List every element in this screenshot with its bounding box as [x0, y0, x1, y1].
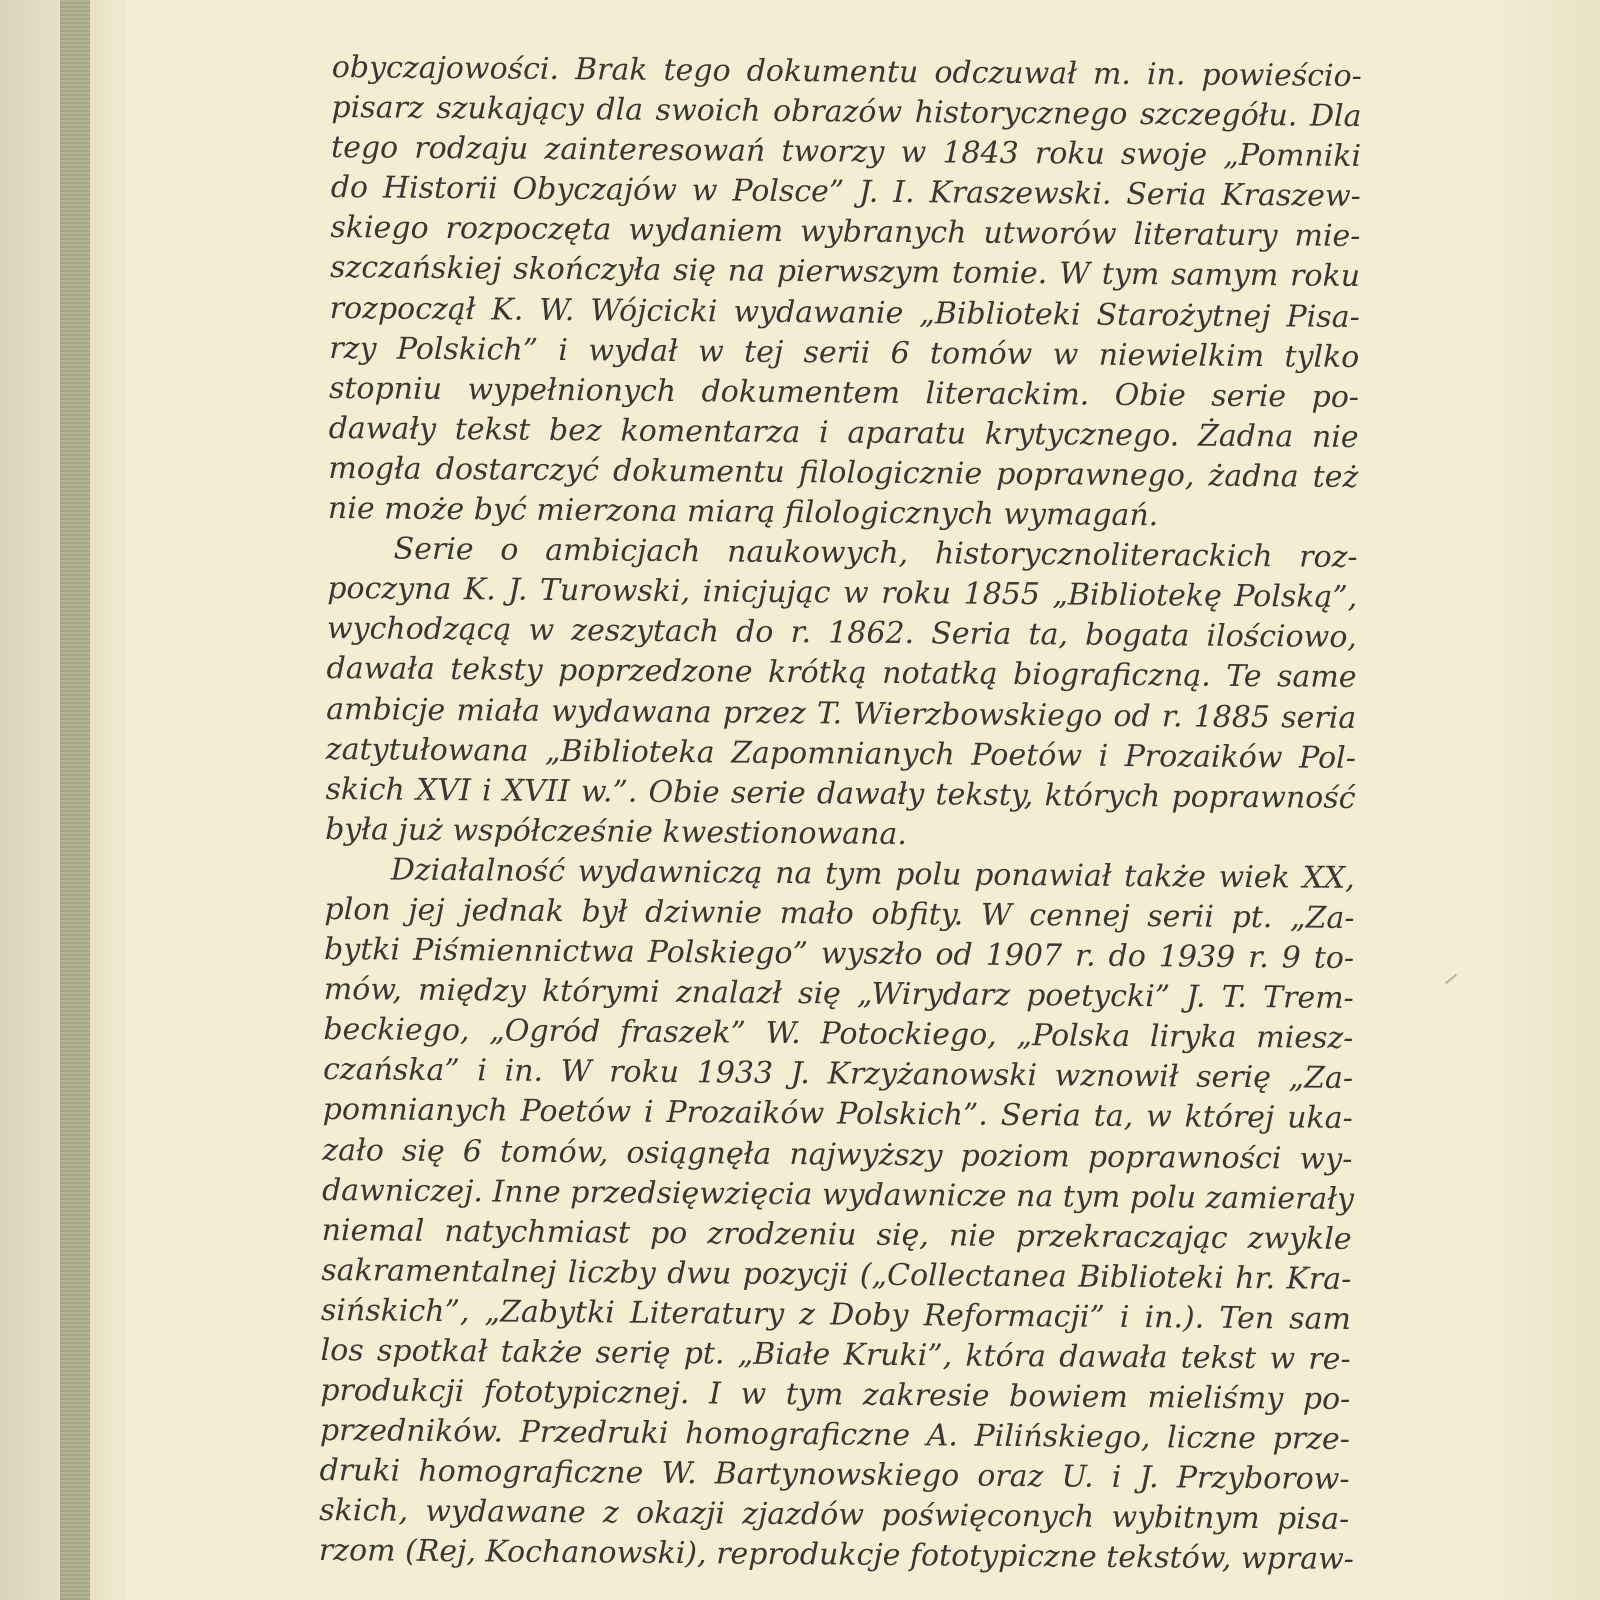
text-line: pisarz szukający dla swoich obrazów historycznego szczegółu. Dla	[331, 90, 1362, 135]
text-line: rzy Polskich” i wydał w tej serii 6 tomów w niewielkim tylko	[329, 330, 1360, 375]
text-line: poczyna K. J. Turowski, inicjując w roku 1855 „Bibliotekę Polską”,	[327, 571, 1358, 616]
text-line: obyczajowości. Brak tego dokumentu odczuwał m. in. powieścio-	[331, 49, 1362, 94]
text-line: dawniczej. Inne przedsięwzięcia wydawnicze na tym polu zamierały	[321, 1172, 1355, 1217]
page-text	[319, 48, 1362, 1580]
text-line: druki homograficzne W. Bartynowskiego oraz U. i J. Przyborow-	[319, 1453, 1350, 1498]
text-line: przedników. Przedruki homograficzne A. Pilińskiego, liczne prze-	[319, 1413, 1351, 1458]
text-line: czańska” i in. W roku 1933 J. Krzyżanowski wznowił serię „Za-	[322, 1052, 1354, 1097]
text-line: beckiego, „Ogród fraszek” W. Potockiego, „Polska liryka miesz-	[323, 1012, 1354, 1057]
text-line: los spotkał także serię pt. „Białe Kruki”, która dawała tekst w re-	[320, 1332, 1351, 1377]
text-line: rozpoczął K. W. Wójcicki wydawanie „Biblioteki Starożytnej Pisa-	[329, 290, 1360, 335]
page-edge-shadow	[1490, 0, 1600, 1600]
text-line: mogła dostarczyć dokumentu filologicznie poprawnego, żadna też	[328, 450, 1359, 495]
text-line: pomnianych Poetów i Prozaików Polskich”. Seria ta, w której uka-	[322, 1092, 1353, 1137]
paragraph-end-line: była już współcześnie kwestionowana.	[325, 811, 908, 852]
text-line: produkcji fototypicznej. I w tym zakresie bowiem mieliśmy po-	[320, 1373, 1351, 1418]
text-line: zało się 6 tomów, osiągnęła najwyższy poziom poprawności wy-	[322, 1132, 1353, 1177]
background-margin	[0, 0, 60, 1600]
text-line: rzom (Rej, Kochanowski), reprodukcje fototypiczne tekstów, wpraw-	[318, 1533, 1355, 1578]
text-line: dawała teksty poprzedzone krótką notatką biograficzną. Te same	[326, 651, 1357, 696]
text-line: stopniu wypełnionych dokumentem literackim. Obie serie po-	[328, 370, 1360, 415]
text-line: tego rodzaju zainteresowań tworzy w 1843 roku swoje „Pomniki	[330, 130, 1362, 175]
text-line: sakramentalnej liczby dwu pozycji („Collectanea Biblioteki hr. Kra-	[321, 1252, 1352, 1297]
text-line: dawały tekst bez komentarza i aparatu krytycznego. Żadna nie	[328, 410, 1359, 455]
paragraph-end-line: nie może być mierzona miarą filologicznych wymagań.	[327, 491, 1159, 534]
text-line: niemal natychmiast po zrodzeniu się, nie przekraczając zwykle	[321, 1212, 1352, 1257]
text-line: zatytułowana „Biblioteka Zapomnianych Poetów i Prozaików Pol-	[325, 731, 1356, 776]
text-line: bytki Piśmiennictwa Polskiego” wyszło od 1907 r. do 1939 r. 9 to-	[323, 932, 1355, 977]
paragraph-first-line: Działalność wydawniczą na tym polu ponawiał także wiek XX,	[390, 852, 1355, 896]
text-line: skiego rozpoczęta wydaniem wybranych utworów literatury mie-	[330, 210, 1361, 255]
text-line: skich XVI i XVII w.”. Obie serie dawały teksty, których poprawność	[325, 771, 1356, 816]
book-cover-edge	[60, 0, 90, 1600]
text-line: do Historii Obyczajów w Polsce” J. I. Kraszewski. Seria Kraszew-	[330, 170, 1361, 215]
text-line: skich, wydawane z okazji zjazdów poświęconych wybitnym pisa-	[319, 1493, 1350, 1538]
page-gutter	[90, 0, 126, 1600]
text-line: mów, między którymi znalazł się „Wirydarz poetycki” J. T. Trem-	[323, 972, 1354, 1017]
text-line: szczańskiej skończyła się na pierwszym tomie. W tym samym roku	[329, 250, 1361, 295]
paragraph-first-line: Serie o ambicjach naukowych, historycznoliterackich roz-	[393, 531, 1358, 576]
text-line: wychodzącą w zeszytach do r. 1862. Seria ta, bogata ilościowo,	[326, 611, 1358, 656]
text-line: sińskich”, „Zabytki Literatury z Doby Reformacji” i in.). Ten sam	[320, 1292, 1352, 1337]
text-line: ambicje miała wydawana przez T. Wierzbowskiego od r. 1885 seria	[326, 691, 1357, 736]
text-line: plon jej jednak był dziwnie mało obfity. W cennej serii pt. „Za-	[324, 891, 1355, 936]
